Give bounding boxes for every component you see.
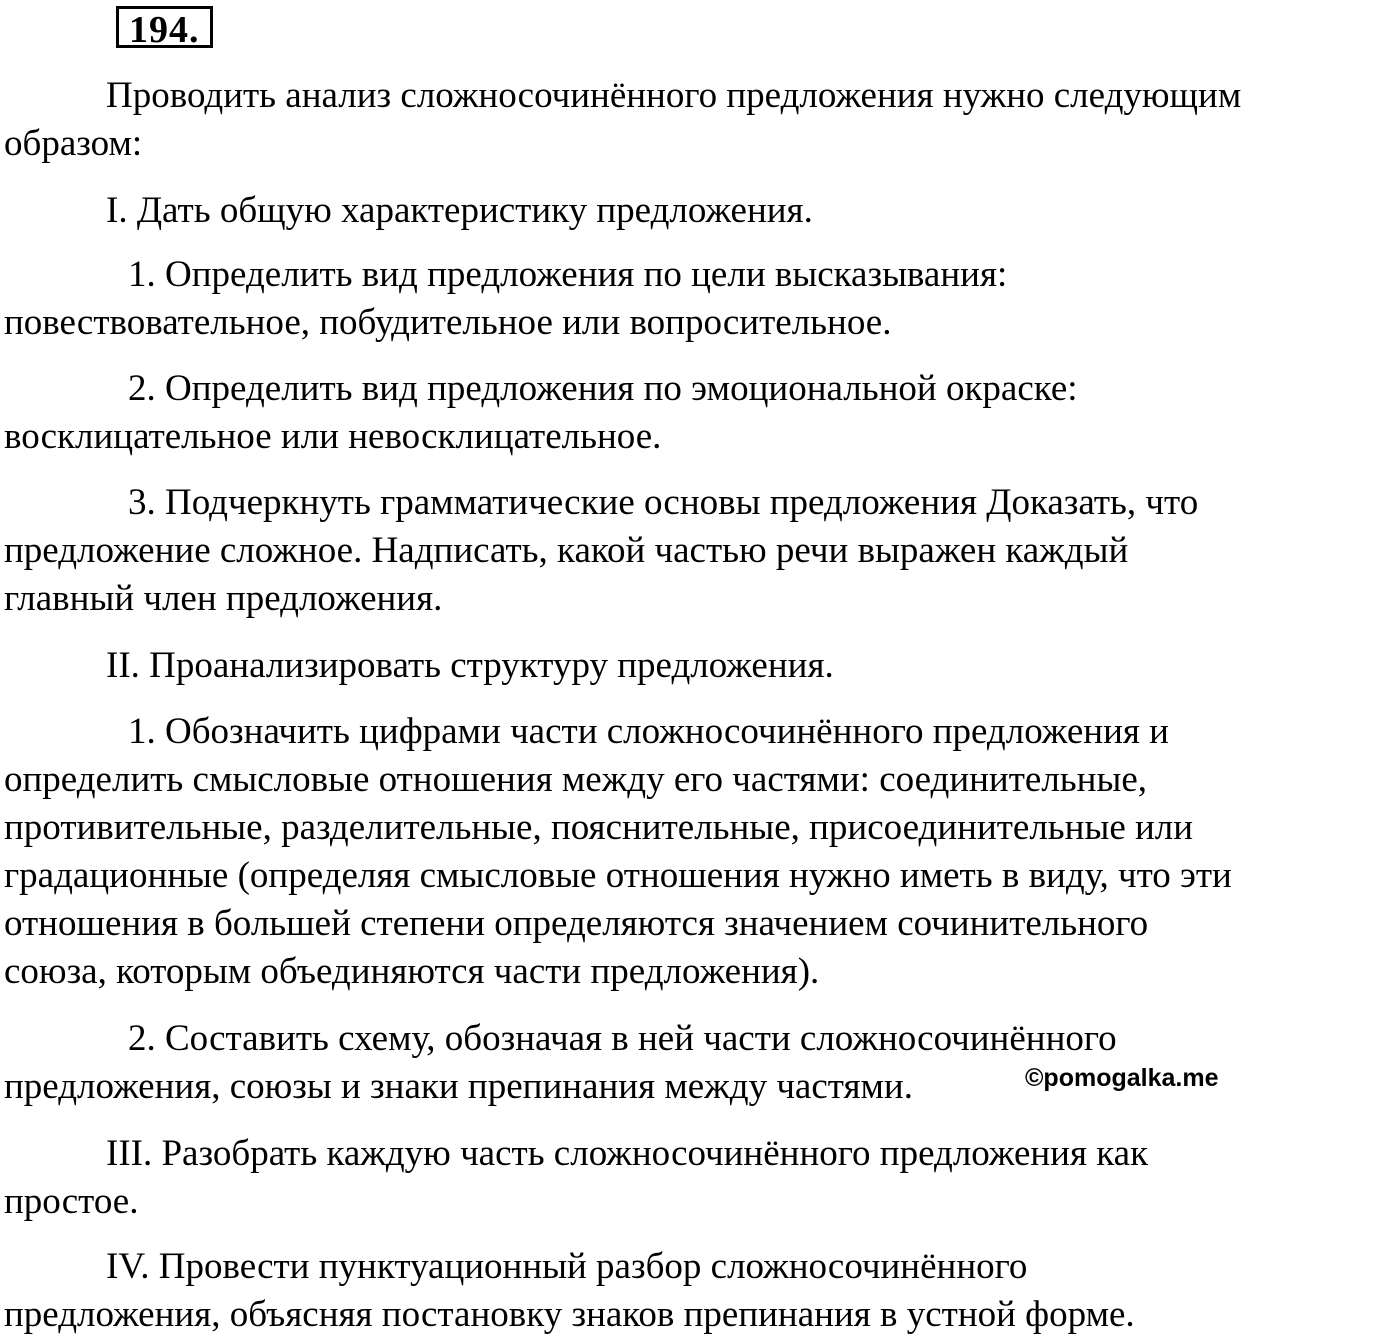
text-line: предложения, объясняя постановку знаков препинания в устной форме.: [4, 1294, 1135, 1335]
paragraph-step-2-2: [4, 1015, 1400, 1111]
text-line: 2. Определить вид предложения по эмоциональной окраске:: [128, 368, 1078, 409]
text-line: отношения в большей степени определяются значением сочинительного: [4, 903, 1149, 944]
text-line: повествовательное, побудительное или вопросительное.: [4, 302, 892, 343]
paragraph-step-2-1: [4, 708, 1400, 996]
text-line: 1. Определить вид предложения по цели высказывания:: [128, 254, 1008, 295]
text-line: союза, которым объединяются части предложения).: [4, 951, 820, 992]
paragraph-step-1-2: [4, 365, 1400, 461]
text-line: градационные (определяя смысловые отношения нужно иметь в виду, что эти: [4, 855, 1232, 896]
text-line: Проводить анализ сложносочинённого предложения нужно следующим: [106, 75, 1242, 116]
watermark: ©pomogalka.me: [1025, 1064, 1219, 1092]
paragraph-step-1-3: [4, 479, 1400, 623]
text-line: противительные, разделительные, пояснительные, присоединительные или: [4, 807, 1194, 848]
exercise-number-dot: .: [189, 9, 200, 51]
text-line: II. Проанализировать структуру предложения.: [106, 645, 834, 686]
text-line: определить смысловые отношения между его частями: соединительные,: [4, 759, 1147, 800]
text-line: образом:: [4, 123, 143, 164]
text-line: восклицательное или невосклицательное.: [4, 416, 662, 457]
text-line: 1. Обозначить цифрами части сложносочинённого предложения и: [128, 711, 1169, 752]
paragraph-step-2: [4, 642, 1400, 690]
text-line: III. Разобрать каждую часть сложносочинённого предложения как: [106, 1133, 1149, 1174]
paragraph-step-1: [4, 187, 1400, 235]
text-line: предложения, союзы и знаки препинания между частями.: [4, 1066, 913, 1107]
paragraph-step-3: [4, 1130, 1400, 1226]
text-line: простое.: [4, 1181, 139, 1222]
paragraph-step-1-1: [4, 251, 1400, 347]
text-line: I. Дать общую характеристику предложения.: [106, 190, 813, 231]
paragraph-intro: [4, 72, 1400, 168]
text-line: IV. Провести пунктуационный разбор сложносочинённого: [106, 1246, 1028, 1287]
text-line: 2. Составить схему, обозначая в ней части сложносочинённого: [128, 1018, 1117, 1059]
text-line: главный член предложения.: [4, 578, 443, 619]
exercise-number: 194: [129, 9, 189, 51]
exercise-number-box: [116, 6, 213, 51]
paragraph-step-4: [4, 1243, 1400, 1339]
text-line: 3. Подчеркнуть грамматические основы предложения Доказать, что: [128, 482, 1199, 523]
text-line: предложение сложное. Надписать, какой частью речи выражен каждый: [4, 530, 1129, 571]
